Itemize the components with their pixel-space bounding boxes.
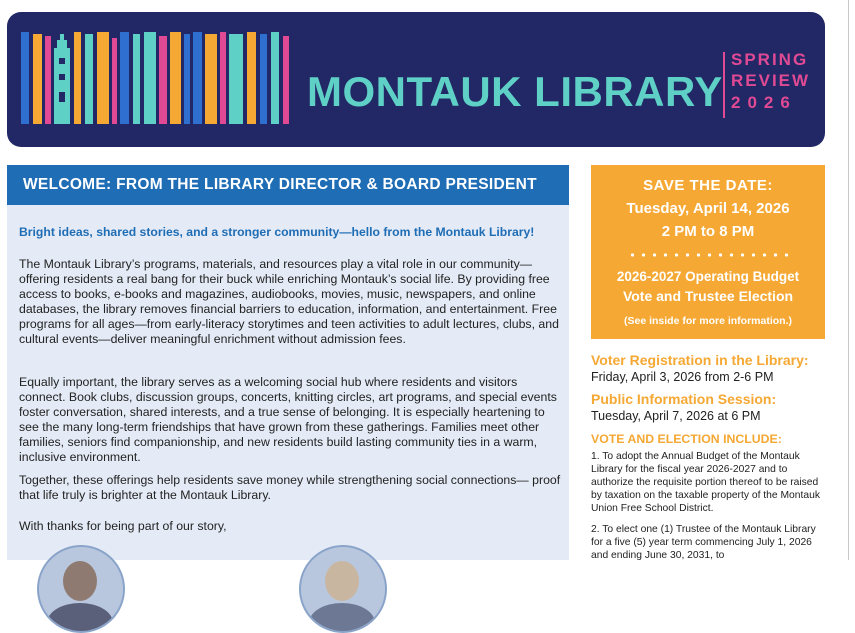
- save-the-date-note: (See inside for more information.): [623, 315, 793, 327]
- save-the-date-election: Vote and Trustee Election: [622, 288, 794, 304]
- voter-registration-heading: Voter Registration in the Library:: [591, 352, 809, 368]
- save-the-date-heading: SAVE THE DATE:: [643, 177, 773, 194]
- welcome-paragraph-3: Together, these offerings help residents save money while strengthening social connections— proof that life truly is brighter at the Montauk Library.: [19, 473, 561, 502]
- page-edge: [848, 0, 849, 560]
- issue-divider: [723, 52, 725, 118]
- president-photo-shoulders: [309, 603, 375, 633]
- welcome-signoff: With thanks for being part of our story,: [19, 519, 227, 533]
- welcome-paragraph-2: Equally important, the library serves as a welcoming social hub where residents and visitors connect. Book clubs, discussion groups, concerts, knitting circles, art programs, and special events foster conversation, shared interests, and a true sense of belonging. It is especially heartening to see the many long-term friendships that have grown from these gatherings. Families meet other families, seniors find companionship, and new residents build lasting community ties in a warm, inclusive environment.: [19, 375, 557, 464]
- info-session-text: Tuesday, April 7, 2026 at 6 PM: [591, 409, 761, 423]
- masthead: [7, 12, 825, 147]
- issue-type: REVIEW: [731, 71, 811, 90]
- book-spines-lighthouse-logo: [7, 12, 307, 147]
- vote-item-1: 1. To adopt the Annual Budget of the Montauk Library for the fiscal year 2026-2027 and to authorize the requisite portion thereof to be raised by taxation on the taxable property of the Montauk Union Free School District.: [591, 451, 820, 514]
- welcome-paragraph-1: The Montauk Library’s programs, materials, and resources play a vital role in our community—offering residents a real bang for their buck while enriching Montauk’s social life. By providing free access to books, e-books and magazines, audiobooks, movies, music, newspapers, and online databases, the library removes financial barriers to education, information, and entertainment. Free programs for all ages—from early-literacy storytimes and teen activities to adult lectures, clubs, and cultural events—deliver meaningful enrichment without admission fees.: [19, 257, 559, 346]
- save-the-date-budget: 2026-2027 Operating Budget: [616, 269, 800, 284]
- welcome-heading: WELCOME: FROM THE LIBRARY DIRECTOR & BOARD PRESIDENT: [7, 165, 569, 205]
- president-photo: [299, 545, 387, 633]
- voter-registration-text: Friday, April 3, 2026 from 2-6 PM: [591, 370, 774, 384]
- info-session-heading: Public Information Session:: [591, 391, 777, 407]
- save-the-date-box: [591, 165, 825, 339]
- director-photo-head: [63, 561, 97, 601]
- welcome-panel: [7, 165, 569, 560]
- dotted-divider: [627, 253, 789, 257]
- president-photo-head: [325, 561, 359, 601]
- director-photo-shoulders: [47, 603, 113, 633]
- vote-include-heading: VOTE AND ELECTION INCLUDE:: [591, 432, 782, 446]
- save-the-date-time: 2 PM to 8 PM: [661, 223, 755, 240]
- issue-year: 2026: [731, 93, 797, 112]
- save-the-date-day: Tuesday, April 14, 2026: [626, 200, 790, 217]
- welcome-intro: Bright ideas, shared stories, and a stronger community—hello from the Montauk Library!: [19, 225, 535, 239]
- director-photo: [37, 545, 125, 633]
- issue-label: [723, 50, 823, 120]
- masthead-title: MONTAUK LIBRARY: [307, 68, 723, 115]
- vote-item-2: 2. To elect one (1) Trustee of the Montauk Library for a five (5) year term commencing July 1, 2026 and ending June 30, 2031, to: [591, 524, 816, 561]
- issue-season: SPRING: [731, 50, 809, 69]
